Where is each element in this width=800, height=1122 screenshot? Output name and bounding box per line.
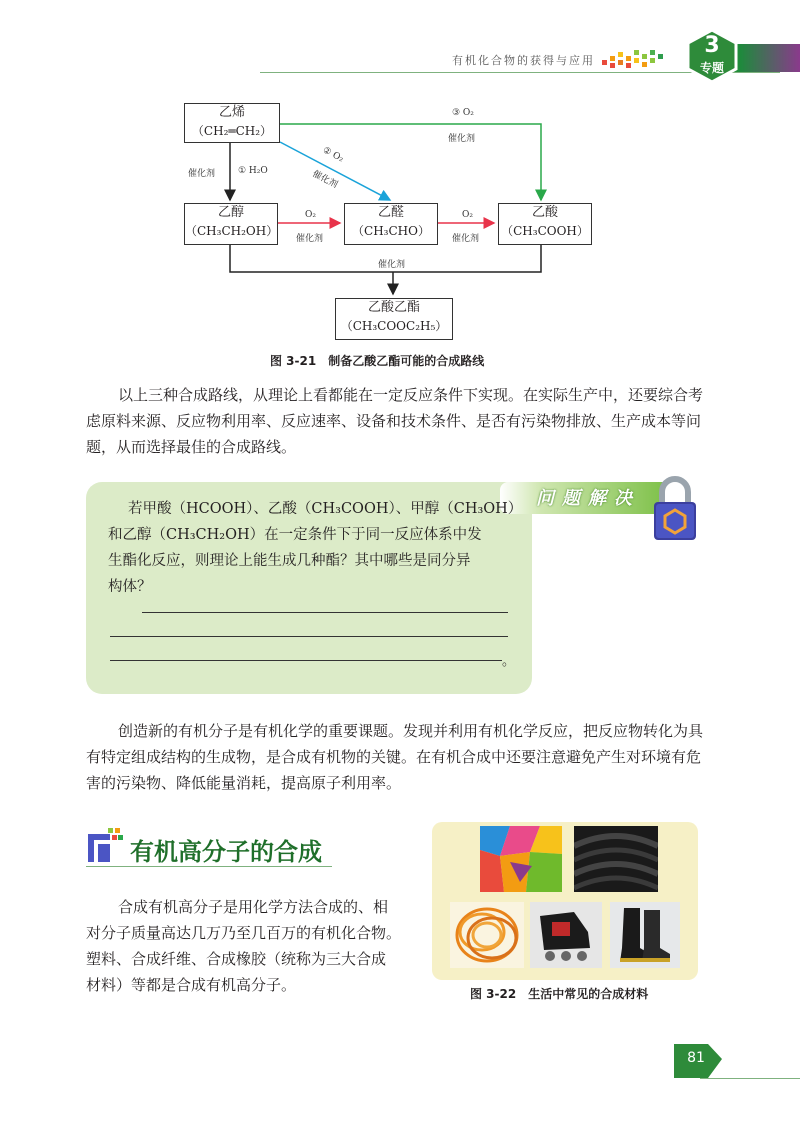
inline-skate-photo — [530, 902, 602, 968]
paragraph2-line2: 有特定组成结构的生成物，是合成有机物的关键。在有机合成中还要注意避免产生对环境有危 — [86, 748, 702, 766]
ethylene-formula: （CH₂═CH₂） — [191, 124, 273, 138]
ethyl-acetate-formula: （CH₃COOC₂H₅） — [340, 319, 448, 333]
acetic-acid-box — [498, 203, 592, 245]
padlock-icon — [650, 474, 700, 542]
route3-catalyst-label: 催化剂 — [448, 134, 476, 144]
paragraph3-line4: 材料）等都是合成有机高分子。 — [86, 976, 297, 994]
ethyl-acetate-box — [335, 298, 453, 340]
page-number: 81 — [687, 1050, 705, 1066]
figure-3-21-caption: 图 3-21 制备乙酸乙酯可能的合成路线 — [270, 354, 485, 368]
route3-reagent-label: ③ O₂ — [452, 108, 474, 118]
route2-reagent-label: ② O₂ — [320, 145, 345, 165]
paragraph1-line3: 题，从而选择最佳的合成路线。 — [86, 438, 297, 456]
paragraph1-line2: 虑原料来源、反应物利用率、反应速率、设备和技术条件、是否有污染物排放、生产成本等问 — [86, 412, 702, 430]
ethyl-acetate-name: 乙酸乙酯 — [367, 300, 420, 315]
acetaldehyde-formula: （CH₃CHO） — [352, 224, 430, 238]
route1-catalyst-label: 催化剂 — [188, 169, 216, 179]
ethanol-name: 乙醇 — [217, 205, 244, 220]
acetaldehyde-name: 乙醛 — [377, 205, 404, 220]
problem-text-line2: 和乙醇（CH₃CH₂OH）在一定条件下于同一反应体系中发 — [108, 527, 482, 543]
section-mosaic-icon — [86, 826, 124, 864]
rubber-boots-photo — [610, 902, 680, 968]
ethanol-formula: （CH₃CH₂OH） — [185, 224, 279, 238]
acetic-acid-name: 乙酸 — [531, 205, 558, 220]
running-header-title: 有机化合物的获得与应用 — [452, 54, 595, 67]
paragraph3-line2: 对分子质量高达几万乃至几百万的有机化合物。 — [86, 924, 402, 942]
paragraph3-line3: 塑料、合成纤维、合成橡胶（统称为三大合成 — [86, 950, 387, 968]
paragraph3-line1: 合成有机高分子是用化学方法合成的、相 — [118, 898, 389, 916]
acetaldehyde-box — [344, 203, 438, 245]
oxidation-a-catalyst-label: 催化剂 — [296, 234, 324, 244]
paragraph2-line3: 害的污染物、降低能量消耗，提高原子利用率。 — [86, 774, 402, 792]
esterification-catalyst-label: 催化剂 — [378, 260, 406, 270]
colorful-fabric-photo — [480, 826, 562, 892]
oxidation-b-reagent-label: O₂ — [462, 210, 473, 220]
route2-catalyst-label: 催化剂 — [310, 169, 340, 191]
answer-line-1[interactable] — [142, 612, 508, 613]
ethanol-box — [184, 203, 278, 245]
ethylene-name: 乙烯 — [218, 105, 245, 120]
ethylene-box — [184, 103, 280, 143]
oxidation-b-catalyst-label: 催化剂 — [452, 234, 480, 244]
answer-line-3[interactable] — [110, 660, 502, 661]
oxidation-a-reagent-label: O₂ — [305, 210, 316, 220]
chapter-number: 3 — [704, 33, 720, 58]
section-underline — [86, 866, 332, 867]
problem-solving-title: 问题解决 — [536, 488, 640, 509]
chapter-label: 专题 — [699, 61, 724, 75]
rubber-bands-photo — [450, 902, 524, 968]
route1-reagent-label: ① H₂O — [238, 166, 268, 176]
acetic-acid-formula: （CH₃COOH） — [501, 224, 589, 238]
problem-text-line4: 构体？ — [108, 579, 152, 595]
figure-3-22-caption: 图 3-22 生活中常见的合成材料 — [470, 987, 649, 1001]
section-title: 有机高分子的合成 — [130, 838, 322, 866]
paragraph2-line1: 创造新的有机分子是有机化学的重要课题。发现并利用有机化学反应，把反应物转化为具 — [118, 722, 704, 740]
tire-photo — [574, 826, 658, 892]
paragraph1-line1: 以上三种合成路线，从理论上看都能在一定反应条件下实现。在实际生产中，还要综合考 — [118, 386, 704, 404]
answer-line-2[interactable] — [110, 636, 508, 637]
answer-end-mark: 。 — [502, 654, 516, 669]
problem-text-line3: 生酯化反应，则理论上能生成几种酯？其中哪些是同分异 — [108, 553, 471, 569]
problem-text-line1: 若甲酸（HCOOH）、乙酸（CH₃COOH）、甲醇（CH₃OH） — [128, 501, 523, 517]
